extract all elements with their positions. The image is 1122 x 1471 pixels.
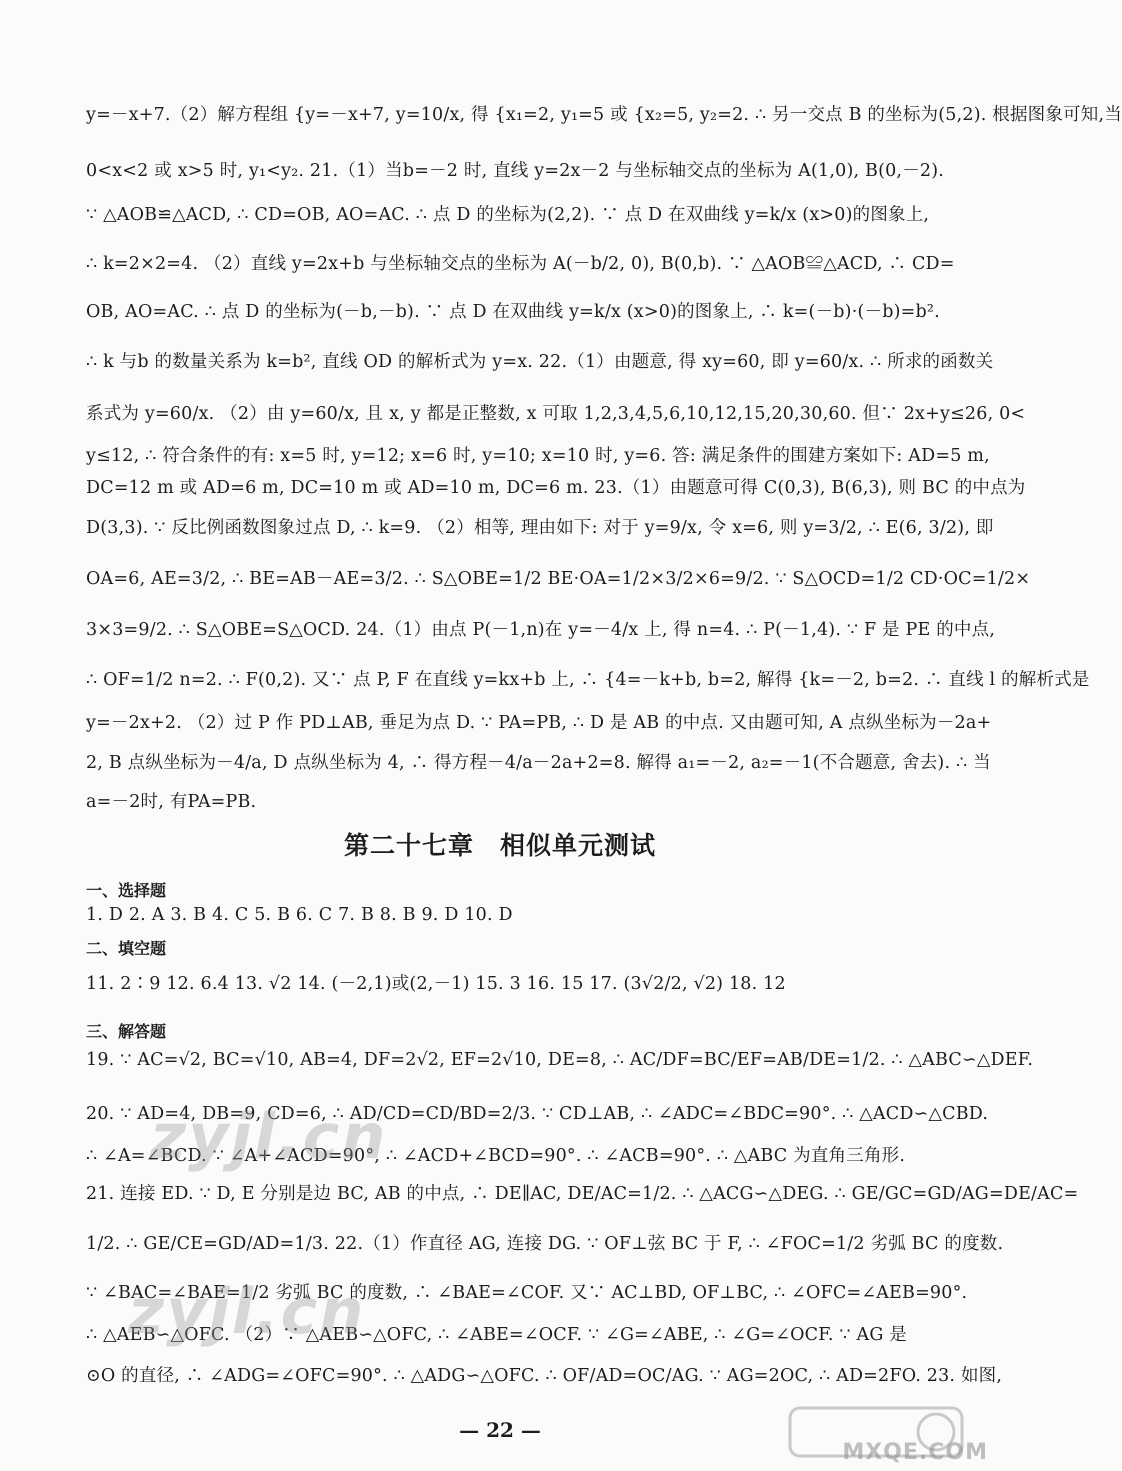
text-line: ⊙O 的直径, ∴ ∠ADG=∠OFC=90°. ∴ △ADG∽△OFC. ∴ OF/AD=OC/AG. ∵ AG=2OC, ∴ AD=2FO. 23. 如图, [86,1366,1003,1386]
text-line: OB, AO=AC. ∴ 点 D 的坐标为(－b,－b). ∵ 点 D 在双曲线 y=k/x (x>0)的图象上, ∴ k=(－b)·(－b)=b². [86,302,940,322]
section-heading-choice: 一、选择题 [86,881,167,900]
text-line: ∴ k 与b 的数量关系为 k=b², 直线 OD 的解析式为 y=x. 22.（1）由题意, 得 xy=60, 即 y=60/x. ∴ 所求的函数关 [86,352,994,372]
text-line: D(3,3). ∵ 反比例函数图象过点 D, ∴ k=9. （2）相等, 理由如下: 对于 y=9/x, 令 x=6, 则 y=3/2, ∴ E(6, 3/2), 即 [86,518,994,538]
text-line: 19. ∵ AC=√2, BC=√10, AB=4, DF=2√2, EF=2√10, DE=8, ∴ AC/DF=BC/EF=AB/DE=1/2. ∴ △ABC∽△DEF. [86,1050,1034,1070]
text-line: 1/2. ∴ GE/CE=GD/AD=1/3. 22.（1）作直径 AG, 连接 DG. ∵ OF⊥弦 BC 于 F, ∴ ∠FOC=1/2 劣弧 BC 的度数. [86,1234,1004,1254]
page-number: — 22 — [459,1418,541,1442]
text-line: ∵ ∠BAC=∠BAE=1/2 劣弧 BC 的度数, ∴ ∠BAE=∠COF. 又∵ AC⊥BD, OF⊥BC, ∴ ∠OFC=∠AEB=90°. [86,1283,968,1303]
text-line: ∴ △AEB∽△OFC. （2）∵ △AEB∽△OFC, ∴ ∠ABE=∠OCF. ∵ ∠G=∠ABE, ∴ ∠G=∠OCF. ∵ AG 是 [86,1325,907,1345]
text-line: y=－x+7.（2）解方程组 {y=－x+7, y=10/x, 得 {x₁=2, y₁=5 或 {x₂=5, y₂=2. ∴ 另一交点 B 的坐标为(5,2). 根据图象可知,当 [86,105,1122,125]
text-line: ∴ ∠A=∠BCD. ∵ ∠A+∠ACD=90°, ∴ ∠ACD+∠BCD=90°. ∴ ∠ACB=90°. ∴ △ABC 为直角三角形. [86,1146,906,1166]
text-line: ∴ k=2×2=4. （2）直线 y=2x+b 与坐标轴交点的坐标为 A(－b/2, 0), B(0,b). ∵ △AOB≌△ACD, ∴ CD= [86,254,955,274]
text-line: ∵ △AOB≌△ACD, ∴ CD=OB, AO=AC. ∴ 点 D 的坐标为(2,2). ∵ 点 D 在双曲线 y=k/x (x>0)的图象上, [86,205,930,225]
section-heading-fill: 二、填空题 [86,939,167,958]
text-line: 2, B 点纵坐标为－4/a, D 点纵坐标为 4, ∴ 得方程－4/a－2a+2=8. 解得 a₁=－2, a₂=－1(不合题意, 舍去). ∴ 当 [86,753,991,773]
text-line: a=－2时, 有PA=PB. [86,792,257,812]
text-line: y≤12, ∴ 符合条件的有: x=5 时, y=12; x=6 时, y=10; x=10 时, y=6. 答: 满足条件的围建方案如下: AD=5 m, [86,446,990,466]
text-line: 3×3=9/2. ∴ S△OBE=S△OCD. 24.（1）由点 P(－1,n)在 y=－4/x 上, 得 n=4. ∴ P(－1,4). ∵ F 是 PE 的中点, [86,620,996,640]
text-line: ∴ OF=1/2 n=2. ∴ F(0,2). 又∵ 点 P, F 在直线 y=kx+b 上, ∴ {4=－k+b, b=2, 解得 {k=－2, b=2. ∴ 直线 l 的解析式是 [86,670,1090,690]
watermark-logo: zyjl.cn [128,1275,366,1348]
chapter-title: 第二十七章 相似单元测试 [343,831,656,860]
choice-answers: 1. D 2. A 3. B 4. C 5. B 6. C 7. B 8. B 9. D 10. D [86,905,513,925]
text-line: 21. 连接 ED. ∵ D, E 分别是边 BC, AB 的中点, ∴ DE∥AC, DE/AC=1/2. ∴ △ACG∽△DEG. ∴ GE/GC=GD/AG=DE/AC= [86,1184,1079,1204]
fill-answers: 11. 2∶9 12. 6.4 13. √2 14. (－2,1)或(2,－1) 15. 3 16. 15 17. (3√2/2, √2) 18. 12 [86,974,786,994]
text-line: y=－2x+2. （2）过 P 作 PD⊥AB, 垂足为点 D. ∵ PA=PB, ∴ D 是 AB 的中点. 又由题可知, A 点纵坐标为－2a+ [86,713,992,733]
watermark-logo: zyjl.cn [150,1100,388,1173]
text-line: 系式为 y=60/x. （2）由 y=60/x, 且 x, y 都是正整数, x 可取 1,2,3,4,5,6,10,12,15,20,30,60. 但∵ 2x+y≤26, 0< [86,404,1026,424]
text-line: 20. ∵ AD=4, DB=9, CD=6, ∴ AD/CD=CD/BD=2/3. ∵ CD⊥AB, ∴ ∠ADC=∠BDC=90°. ∴ △ACD∽△CBD. [86,1104,989,1124]
section-heading-solutions: 三、解答题 [86,1022,167,1041]
text-line: OA=6, AE=3/2, ∴ BE=AB－AE=3/2. ∴ S△OBE=1/2 BE·OA=1/2×3/2×6=9/2. ∵ S△OCD=1/2 CD·OC=1/2× [86,569,1031,589]
text-line: 0<x<2 或 x>5 时, y₁<y₂. 21.（1）当b=－2 时, 直线 y=2x－2 与坐标轴交点的坐标为 A(1,0), B(0,－2). [86,161,945,181]
watermark-site: MXQE.COM [842,1440,988,1465]
text-line: DC=12 m 或 AD=6 m, DC=10 m 或 AD=10 m, DC=6 m. 23.（1）由题意可得 C(0,3), B(6,3), 则 BC 的中点为 [86,478,1026,498]
